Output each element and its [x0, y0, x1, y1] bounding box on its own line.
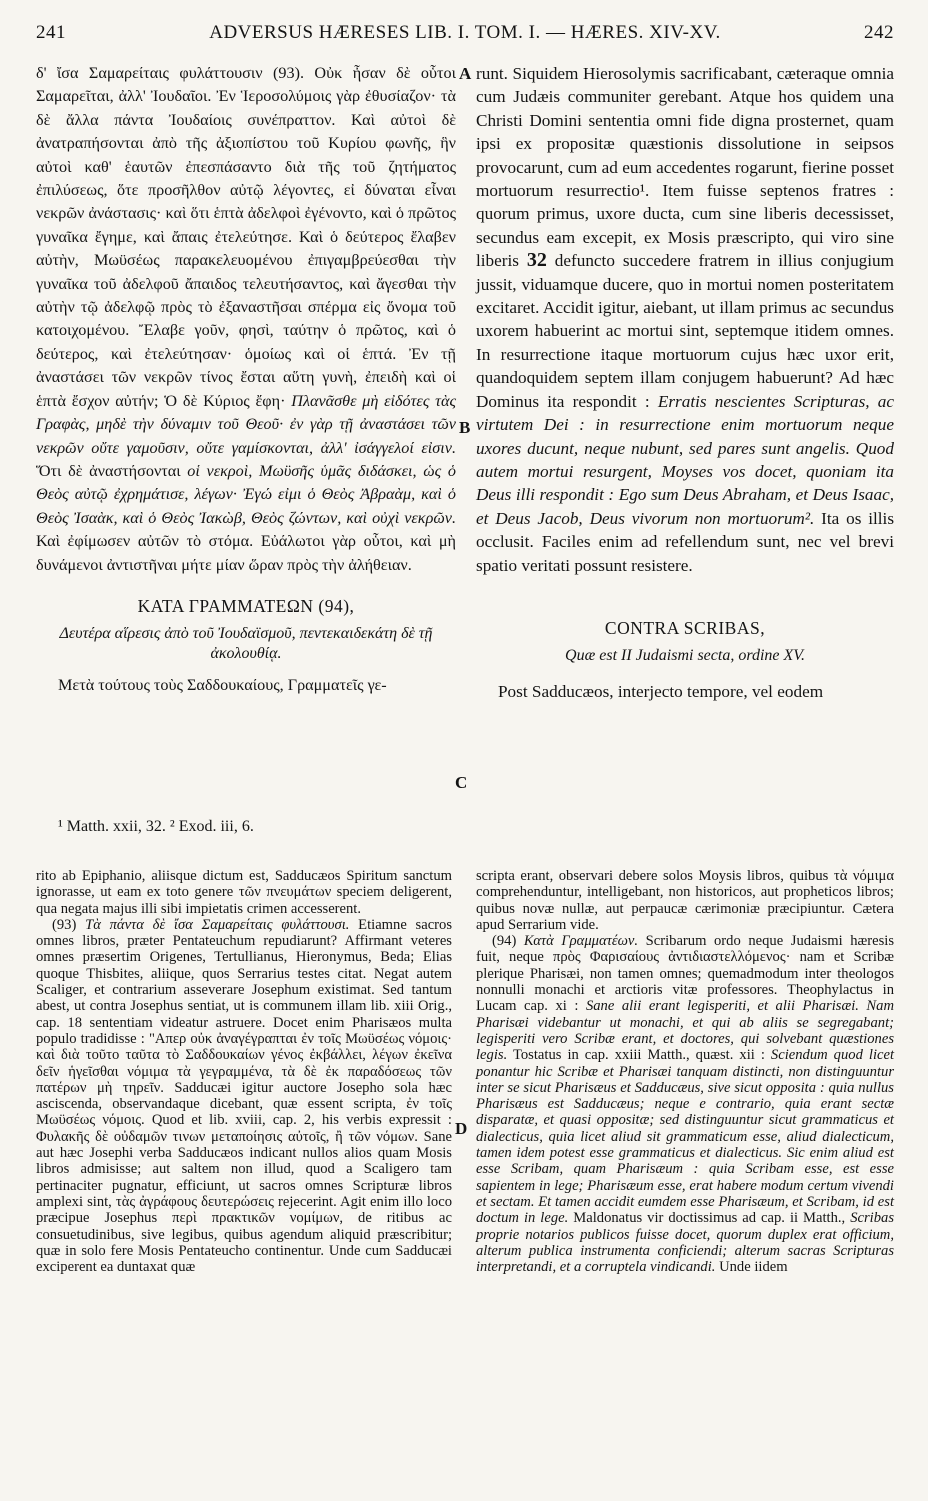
running-header	[36, 18, 894, 48]
margin-letter-d: D	[455, 1119, 468, 1138]
note-94-text-3: Maldonatus vir doctissimus ad cap. ii Matth.,	[573, 1210, 846, 1227]
note-94-text-4: Unde iidem	[719, 1259, 788, 1276]
note-94-quote-2: Sciendum quod licet ponantur hic Scribæ et Pharisæi tanquam distincti, non distinguuntur inter se sicut Pharisæus et Sadducæus, sive sicut opposita : quia nullus Pharisæus est Sadducæus; neque e contrario, quia erant sectæ disparatæ, et quasi oppositæ; sed distinguuntur sicut grammaticus et dialecticus, quia licet aliud sit grammaticum esse, aliud dialecticum, tamen idem potest esse grammaticus et dialecticus. Sic enim aliud est esse Scribam, quam Pharisæum : quia Scribam esse, est esse sapientem in lege; Pharisæum esse, erat habere modum certum vivendi et sectam. Et tamen accidit eumdem esse Pharisæum, et Scribam, id est doctum in lege.	[476, 1047, 895, 1227]
margin-letter-c: C	[455, 773, 468, 792]
page-number-left: 241	[36, 22, 66, 43]
note-94-text-1: Scribarum ordo neque Judaismi hæresis fuit, neque πρὸς Φαρισαίους ἀντιδιαστελλόμενος· nam et Scribæ plerique Pharisæi, non tamen omnes; quemadmodum inter theologos nonnulli monachi et arctioris vitæ professores. Theophylactus in Lucam cap. xi :	[476, 933, 895, 1015]
latin-text-1: runt. Siquidem Hierosolymis sacrificabant, cæteraque omnia cum Judæis communiter gerebant. Atque hos quidem una Christi Domini sententia omni fide digna prosternet, quam ipsi ex propositæ quæstionis dissolutione in seipsos provocarunt, cum ad eum accedentes rogarunt, fierine posset mortuorum resurrectio¹. Item fuisse septenos fratres : quorum primus, uxore ducta, cum sine liberis decessisset, secundus eam excepit, ex Mosis præscripto, qui viro sine liberis	[476, 64, 894, 271]
greek-section-title: ΚΑΤΑ ΓΡΑΜΜΑΤΕΩΝ (94),	[137, 595, 355, 616]
latin-quote: Erratis nescientes Scripturas, ac virtutem Dei : in resurrectione enim mortuorum neque uxores ducunt, neque nubunt, sed pares sunt angelis. Quod autem mortui resurgent, Moyses vos docet, quoniam ita Deus illi respondit : Ego sum Deus Abraham, et Deus Isaac, et Deus Jacob, Deus vivorum non mortuorum².	[476, 391, 895, 528]
latin-text-3: Ita os illis occlusit. Faciles enim ad refellendum sunt, nec vel brevi spatio veritati possunt resistere.	[476, 508, 895, 575]
greek-column	[36, 62, 456, 698]
note-94-label: (94)	[492, 933, 517, 950]
column-number: 32	[526, 249, 547, 272]
note-94-quote-3: Scribas proprie notarios publicos fuisse docet, quorum duplex erat officium, alterum publica instrumenta conficiendi; alterum sacras Scripturas interpretandi, et a corruptela vindicandi.	[476, 1210, 894, 1276]
margin-letter-a: A	[459, 64, 472, 83]
greek-quote-2: οἱ νεκροὶ, Μωϋσῆς ὑμᾶς διδάσκει, ὡς ὁ Θεὸς αὐτῷ ἐχρημάτισε, λέγων· Ἐγώ εἰμι ὁ Θεὸς Ἀβραὰμ, καὶ ὁ Θεὸς Ἰσαὰκ, καὶ ὁ Θεὸς Ἰακὼβ, Θεὸς ζώντων, καὶ οὐχὶ νεκρῶν.	[36, 461, 456, 527]
latin-paragraph	[476, 62, 894, 577]
note-93-text: Etiamne sacros omnes libros, præter Pentateuchum repudiarunt? Affirmant veteres omnes præsertim Origenes, Tertullianus, Hieronymus, Beda; Elias quoque Thisbites, aliique, quos Serrarius testes citat. Negat autem Scaliger, et contrarium asseverare Josephum existimat. Sed tantum abest, ut contra Josephus sentiat, ut is communem illam lib. xiii Orig., cap. 18 sententiam videatur astruere. Docet enim Pharisæos multa populo tradidisse : "Απερ οὐκ ἀναγέγραπται ἐν τοῖς Μωϋσέως νόμοις· καὶ διὰ τοῦτο ταῦτα τὸ Σαδδουκαίων γένος ἐκβάλλει, λέγων ἐκεῖνα δεῖν ἡγεῖσθαι νόμιμα τὰ γεγραμμένα, τὰ δὲ ἐκ παραδόσεως τῶν πατέρων μὴ τηρεῖν. Sadducæi igitur auctore Josepho sola hæc asciscenda, observandaque dicebant, quæ essent scripta, ἐν τοῖς Μωϋσέως νόμοις. Quod et lib. xviii, cap. 2, his verbis expressit : Φυλακῆς δὲ οὐδαμῶν τινων μεταποίησις αὐτοῖς, ἢ τῶν νόμων. Sane aut hæc Josephi verba Sadducæos indicant nullos alios quam Mosis libros admisisse; aut saltem non illud, quod a Scaligero tam pertinaciter pugnatur, efficiunt, ut sacros omnes Scripturæ libros amplexi sint, τὰς ἀγράφους δευτερώσεις rejecerint. Agit enim illo loco præcipue Josephus περὶ πρακτικῶν νομίμων, de ritibus ac consuetudinibus, sive legibus, quibus agendum aliquid præscribitur; quæ in solo fere Mosis Pentateucho continentur. Unde cum Sadducæi exciperent ea duntaxat quæ	[36, 916, 453, 1276]
note-continuation: rito ab Epiphanio, aliisque dictum est, Sadducæos Spiritum sanctum ignorasse, ut eam ex toto genere τῶν πνευμάτων speciem deligerent, qua negata majus illi sibi impietatis crimen accesserent.	[36, 868, 452, 917]
note-93-continuation: scripta erant, observari debere solos Moysis libros, quibus τὰ νόμιμα comprehenduntur, intelligebant, non historicos, aut propheticos libros; quibus novæ nullæ, aut perpaucæ cærimoniæ præcipiuntur. Cætera apud Serrarium vide.	[476, 868, 894, 933]
note-93-lemma: Τὰ πάντα δὲ ἴσα Σαμαρείταις φυλάττουσι.	[85, 916, 350, 933]
page-number-right: 242	[864, 22, 894, 43]
notes-right-column	[476, 868, 894, 1275]
latin-section-first-line: Post Sadducæos, interjecto tempore, vel eodem	[498, 682, 824, 702]
greek-section-subtitle: Δευτέρα αἵρεσις ἀπὸ τοῦ Ἰουδαϊσμοῦ, πεντεκαιδεκάτη δὲ τῇ ἀκολουθίᾳ.	[59, 625, 433, 663]
greek-paragraph	[36, 62, 456, 577]
notes-left-column	[36, 868, 452, 1275]
footnote-references: ¹ Matth. xxii, 32. ² Exod. iii, 6.	[58, 818, 254, 835]
greek-quote-1: Πλανᾶσθε μὴ εἰδότες τὰς Γραφὰς, μηδὲ τὴν δύναμιν τοῦ Θεοῦ· ἐν γὰρ τῇ ἀναστάσει τῶν νεκρῶν οὔτε γαμοῦσιν, οὔτε γαμίσκονται, ἀλλ' ἰσάγγελοί εἰσιν.	[36, 391, 457, 457]
latin-section-title: CONTRA SCRIBAS,	[604, 617, 766, 638]
greek-text-1: δ' ἴσα Σαμαρείταις φυλάττουσιν (93). Οὐκ ἦσαν δὲ οὗτοι Σαμαρεῖται, ἀλλ' Ἰουδαῖοι. Ἐν Ἱεροσολύμοις γὰρ ἐθυσίαζον· τὰ δὲ ἄλλα πάντα Ἰουδαίοις συνέπραττον. Καὶ αὐτοὶ δὲ ἀνατραπήσονται ἀπὸ τῆς ἀξιοπίστου τοῦ Κυρίου φωνῆς, ἣν αὐτοὶ καθ' ἑαυτῶν ἐπεσπάσαντο διὰ τῆς τοῦ ζητήματος ἐπιλύσεως, ὅτε προσῆλθον αὐτῷ λέγοντες, εἰ δύναται εἶναι νεκρῶν ἀνάστασις· καὶ ὅτι ἑπτὰ ἀδελφοὶ ἐγένοντο, καὶ ὁ πρῶτος γυναῖκα ἔγημε, καὶ ἄπαις ἐτελεύτησε. Καὶ ὁ δεύτερος ἔλαβεν αὐτὴν, Μωϋσέως παρακελευομένου ἐπιγαμβρεύεσθαι τὴν γυναῖκα τοῦ ἀδελφοῦ ἄπαιδος τελευτήσαντος, καὶ ἄγεσθαι τὴν αὐτὴν τῷ ἀδελφῷ πρὸς τὸ ἐξαναστῆσαι σπέρμα εἰς ὄνομα τοῦ κατοιχομένου. Ἔλαβε γοῦν, φησὶ, ταύτην ὁ πρῶτος, καὶ ὁ δεύτερος, καὶ ἐτελεύτησαν· ὁμοίως καὶ οἱ ἑπτά. Ἐν τῇ ἀναστάσει τῶν νεκρῶν τίνος ἔσται αὕτη γυνὴ, ἐπειδὴ καὶ οἱ ἑπτὰ ἔσχον αὐτήν; Ὁ δὲ Κύριος ἔφη·	[36, 64, 456, 410]
note-94	[476, 933, 894, 1275]
note-94-text-2: Tostatus in cap. xxiii Matth., quæst. xii :	[512, 1047, 765, 1064]
greek-text-2: Ὅτι δὲ ἀναστήσονται	[36, 461, 181, 480]
note-94-quote-1: Sane alii erant legisperiti, et alii Pharisæi. Nam Pharisæi videbantur ut monachi, et qui ab aliis se segregabant; legisperiti vero Scribæ erant, et doctores, qui solvebant quæstiones legis.	[476, 998, 894, 1064]
note-93	[36, 917, 452, 1276]
latin-section-subtitle: Quæ est II Judaismi secta, ordine XV.	[565, 647, 805, 665]
note-93-label: (93)	[52, 916, 77, 933]
latin-text-2: defuncto succedere fratrem in illius conjugium jussit, viduamque ducere, quo in mortui nomen posteritatem excitaret. Accidit igitur, aiebant, ut illam primus ac secundus uxorem habuerint ac mortui sint, septemque itidem omnes. In resurrectione itaque mortuorum cujus hæc uxor erit, quandoquidem septem illam conjugem habuerunt? Ad hæc Dominus ita respondit :	[476, 251, 895, 411]
note-94-lemma: Κατὰ Γραμματέων.	[523, 933, 639, 950]
latin-column	[476, 62, 894, 704]
margin-letter-b: B	[459, 418, 471, 437]
greek-section-first-line: Μετὰ τούτους τοὺς Σαδδουκαίους, Γραμματεῖς γε-	[58, 676, 387, 695]
greek-text-3: Καὶ ἐφίμωσεν αὐτῶν τὸ στόμα. Εὐάλωτοι γὰρ οὗτοι, καὶ μὴ δυνάμενοι ἀντιστῆναι μήτε μίαν ὥραν πρὸς τὴν ἀλήθειαν.	[36, 532, 456, 574]
running-title: ADVERSUS HÆRESES LIB. I. TOM. I. — HÆRES. XIV-XV.	[209, 22, 721, 43]
